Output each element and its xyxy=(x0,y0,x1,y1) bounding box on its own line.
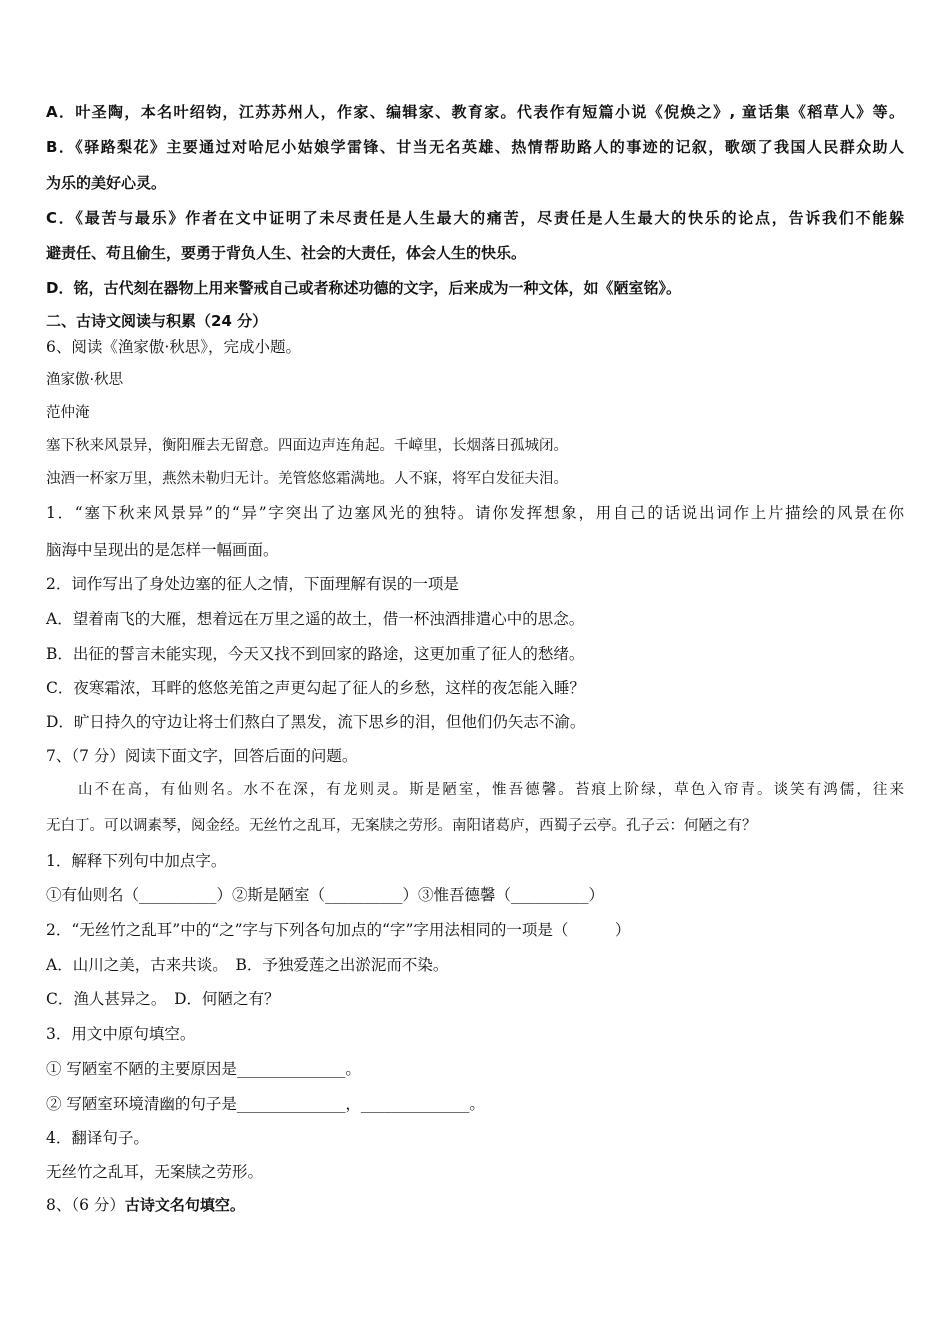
poem-line-2: 浊酒一杯家万里，燕然未勒归无计。羌管悠悠霜满地。人不寐，将军白发征夫泪。 xyxy=(46,471,568,487)
passage-line-2: 无白丁。可以调素琴，阅金经。无丝竹之乱耳，无案牍之劳形。南阳诸葛庐，西蜀子云亭。孔子云：何陋之有？ xyxy=(46,818,757,834)
option-b-cont: 为乐的美好心灵。 xyxy=(46,174,167,192)
poem-title: 渔家傲·秋思 xyxy=(46,372,124,388)
q7-3-1: ① 写陋室不陋的主要原因是______________。 xyxy=(46,1060,361,1078)
question-8-number: 8、（6 分） xyxy=(46,1196,125,1214)
q7-2-ab: A．山川之美，古来共谈。 B．予独爱莲之出淤泥而不染。 xyxy=(46,956,449,974)
question-6: 6、阅读《渔家傲·秋思》，完成小题。 xyxy=(46,338,302,356)
q6-1: 1．“塞下秋来风景异”的“异”字突出了边塞风光的独特。请你发挥想象，用自己的话说出词作上片描绘的风景在你 xyxy=(46,504,904,522)
poem-author: 范仲淹 xyxy=(46,405,90,421)
q7-4-sentence: 无丝竹之乱耳，无案牍之劳形。 xyxy=(46,1163,264,1181)
q7-2-cd: C．渔人甚异之。 D．何陋之有？ xyxy=(46,990,280,1008)
q6-2: 2．词作写出了身处边塞的征人之情，下面理解有误的一项是 xyxy=(46,575,459,593)
q6-2-a: A．望着南飞的大雁，想着远在万里之遥的故土，借一杯浊酒排遣心中的思念。 xyxy=(46,610,585,628)
q7-3: 3．用文中原句填空。 xyxy=(46,1025,196,1043)
question-8 xyxy=(46,1195,245,1215)
q6-2-b: B．出征的誓言未能实现，今天又找不到回家的路途，这更加重了征人的愁绪。 xyxy=(46,645,585,663)
q7-2: 2．“无丝竹之乱耳”中的“之”字与下列各句加点的“字”字用法相同的一项是（ ） xyxy=(46,921,631,939)
poem-line-1: 塞下秋来风景异，衡阳雁去无留意。四面边声连角起。千嶂里，长烟落日孤城闭。 xyxy=(46,438,568,454)
q6-1-cont: 脑海中呈现出的是怎样一幅画面。 xyxy=(46,541,279,559)
question-8-title: 古诗文名句填空。 xyxy=(124,1196,245,1214)
passage-line-1: 山不在高，有仙则名。水不在深，有龙则灵。斯是陋室，惟吾德馨。苔痕上阶绿，草色入帘青。谈笑有鸿儒，往来 xyxy=(78,782,904,798)
q7-1-blanks: ①有仙则名（__________）②斯是陋室（__________）③惟吾德馨（__________） xyxy=(46,886,605,904)
option-a: A．叶圣陶，本名叶绍钧，江苏苏州人，作家、编辑家、教育家。代表作有短篇小说《倪焕之》, 童话集《稻草人》等。 xyxy=(46,103,904,121)
q6-2-c: C．夜寒霜浓，耳畔的悠悠羌笛之声更勾起了征人的乡愁，这样的夜怎能入睡？ xyxy=(46,679,585,697)
option-b: B．《驿路梨花》主要通过对哈尼小姑娘学雷锋、甘当无名英雄、热情帮助路人的事迹的记叙，歌颂了我国人民群众助人 xyxy=(46,138,904,156)
question-7: 7、（7 分）阅读下面文字，回答后面的问题。 xyxy=(46,747,358,765)
q7-3-2: ② 写陋室环境清幽的句子是______________，______________。 xyxy=(46,1095,485,1113)
option-d: D．铭，古代刻在器物上用来警戒自己或者称述功德的文字，后来成为一种文体，如《陋室铭》。 xyxy=(46,279,681,297)
q6-2-d: D．旷日持久的守边让将士们熬白了黑发，流下思乡的泪，但他们仍矢志不渝。 xyxy=(46,713,586,731)
section-heading: 二、古诗文阅读与积累（24 分） xyxy=(46,312,268,330)
q7-4: 4．翻译句子。 xyxy=(46,1129,149,1147)
q7-1: 1．解释下列句中加点字。 xyxy=(46,852,227,870)
option-c: C．《最苦与最乐》作者在文中证明了未尽责任是人生最大的痛苦，尽责任是人生最大的快乐的论点，告诉我们不能躲 xyxy=(46,209,904,227)
option-c-cont: 避责任、苟且偷生，要勇于背负人生、社会的大责任，体会人生的快乐。 xyxy=(46,244,527,262)
